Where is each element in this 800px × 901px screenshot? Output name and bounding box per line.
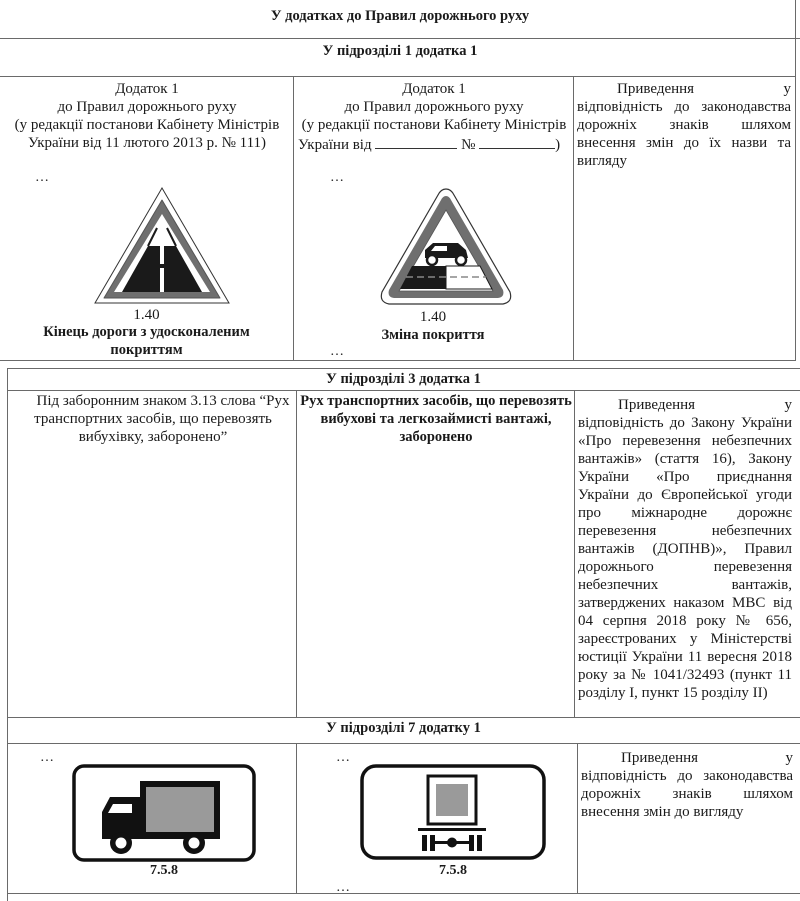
closing-paren: ) — [555, 137, 561, 153]
sign-name: Кінець дороги з удосконаленим покриттям — [43, 324, 250, 358]
header-line: до Правил дорожнього руху — [57, 99, 237, 115]
ellipsis: … — [330, 344, 345, 359]
section-1-old-header — [2, 80, 292, 152]
ellipsis: … — [35, 170, 50, 185]
sign-code: 1.40 — [133, 307, 160, 323]
column-divider — [574, 390, 575, 717]
sign-code: 1.40 — [419, 309, 447, 325]
header-line-date — [296, 134, 572, 154]
divider — [7, 717, 800, 718]
section-1-new-header — [296, 80, 572, 154]
date-blank-field — [375, 134, 457, 149]
date-prefix: України від — [298, 137, 372, 153]
section-3-heading: У підрозділі 3 додатка 1 — [326, 371, 481, 387]
header-line: України від 11 лютого 2013 р. № 111) — [27, 135, 267, 151]
number-blank-field — [479, 134, 555, 149]
change-of-road-surface-sign-icon — [378, 186, 514, 308]
divider — [0, 76, 796, 77]
ellipsis: … — [336, 750, 351, 765]
column-divider — [296, 743, 297, 893]
ellipsis: … — [330, 170, 345, 185]
section-3-new-text: Рух транспортних засобів, що перевозять вибухові та легкозаймисті вантажі, заборонено — [300, 393, 572, 445]
column-divider — [577, 743, 578, 893]
column-divider — [573, 76, 574, 360]
divider — [7, 743, 800, 744]
section-1-heading: У підрозділі 1 додатка 1 — [322, 43, 478, 59]
divider — [7, 368, 800, 369]
header-line: (у редакції постанови Кабінету Міністрів — [14, 117, 280, 133]
ellipsis: … — [336, 880, 351, 895]
document-title: У додатках до Правил дорожнього руху — [270, 8, 530, 24]
header-line: (у редакції постанови Кабінету Міністрів — [301, 117, 567, 133]
truck-plate-sign-icon — [72, 764, 256, 862]
header-line: до Правил дорожнього руху — [344, 99, 524, 115]
header-line: Додаток 1 — [115, 81, 179, 97]
section-3-old-text: Під заборонним знаком 3.13 слова “Рух транспортних засобів, що перевозять вибухівку, заборонено” — [34, 393, 290, 445]
number-sign: № — [461, 137, 476, 153]
dangerous-goods-trailer-plate-sign-icon — [360, 764, 546, 860]
column-divider — [296, 390, 297, 717]
sign-code: 7.5.8 — [439, 863, 467, 878]
divider — [0, 38, 800, 39]
section-1-reason: Приведення у відповідність до законодавства дорожніх знаків шляхом внесення змін до їх назви та вигляду — [577, 81, 791, 169]
section-7-reason: Приведення у відповідність до законодавства дорожніх знаків шляхом внесення змін до вигляду — [581, 750, 793, 820]
section-3-reason: Приведення у відповідність до Закону України «Про перевезення небезпечних вантажів» (стаття 16), Закону України «Про приєднання України до Європейської угоди про міжнародне дорожнє перевезення небезпечних вантажів (ДОПНВ)», Правил дорожнього перевезення небезпечних вантажів, затверджених наказом МВС від 04 серпня 2018 року № 656, зареєстрованих у Міністерстві юстиції України 11 вересня 2018 року за № 1041/32493 (пункт 11 розділу I, пункт 15 розділу II) — [578, 397, 792, 701]
end-of-improved-road-sign-icon — [92, 186, 232, 306]
divider — [7, 893, 800, 894]
sign-name: Зміна покриття — [381, 327, 485, 343]
table-border-left — [7, 368, 8, 901]
sign-code: 7.5.8 — [150, 863, 178, 878]
header-line: Додаток 1 — [402, 81, 466, 97]
divider — [7, 390, 800, 391]
divider — [0, 360, 796, 361]
section-7-heading: У підрозділі 7 додатку 1 — [326, 720, 481, 736]
ellipsis: … — [40, 750, 55, 765]
